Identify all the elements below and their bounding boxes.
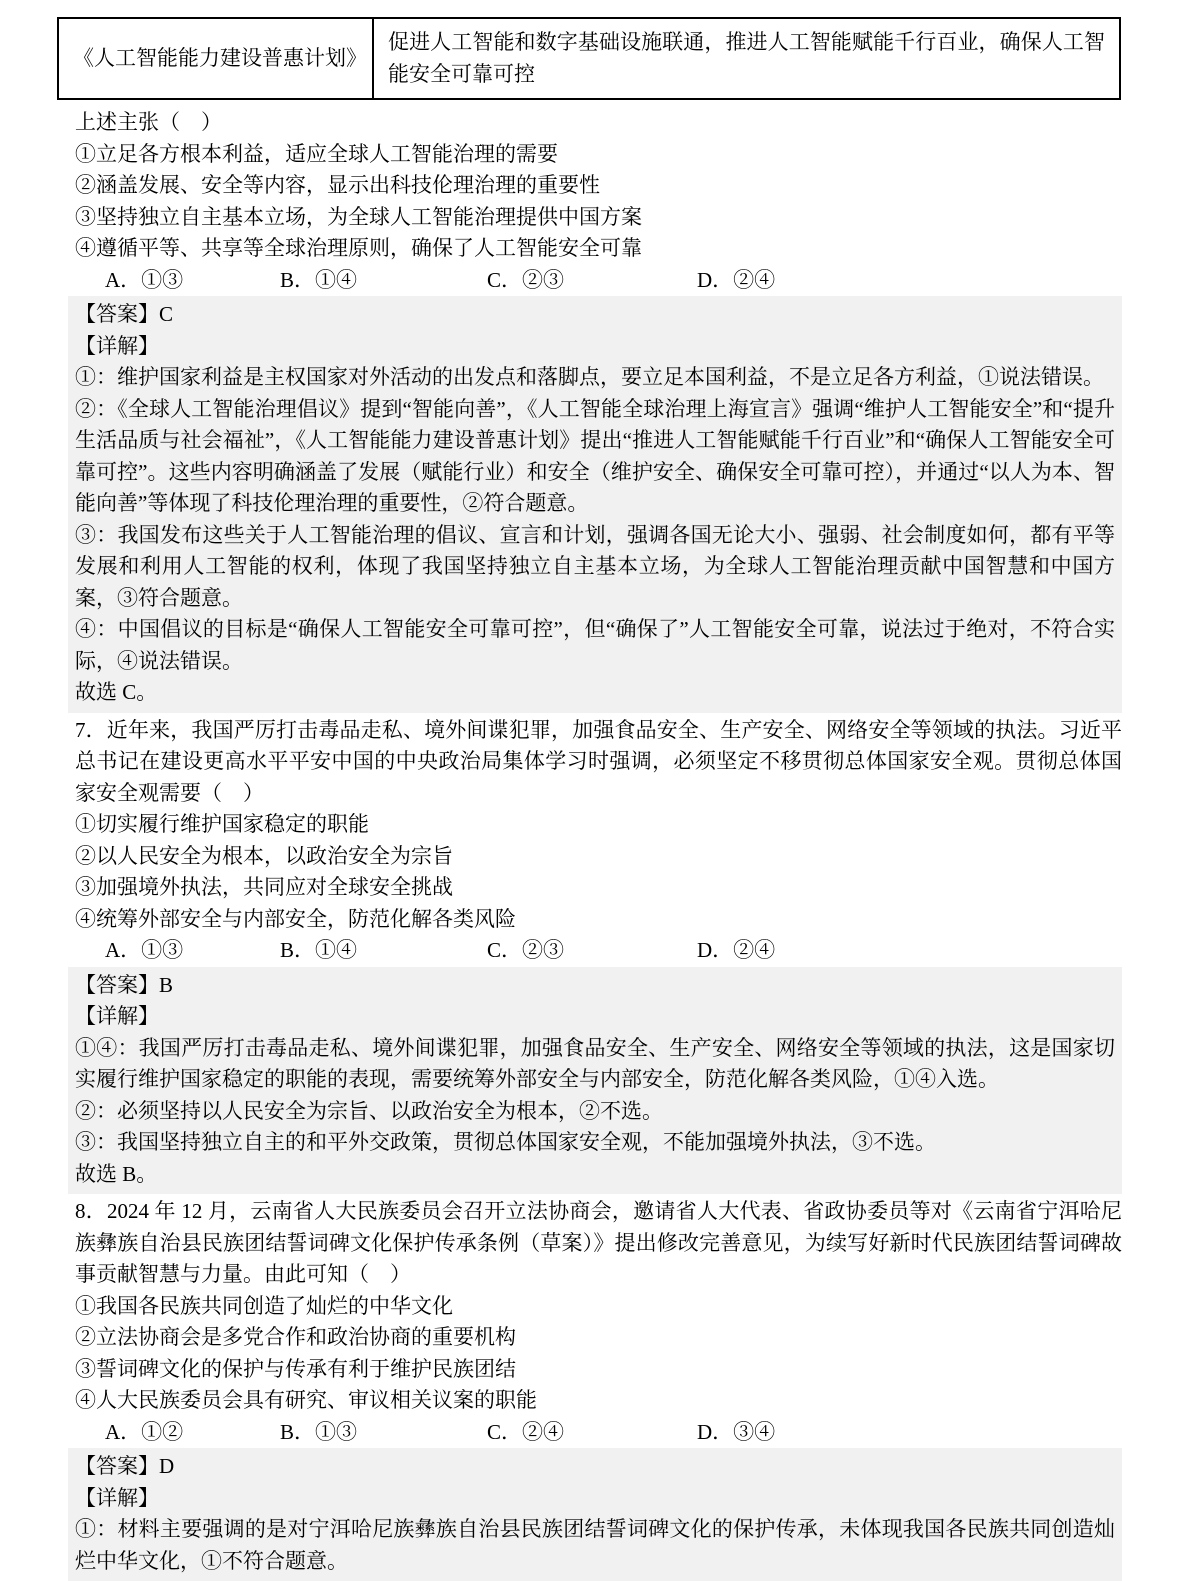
detail-label: 【详解】 [75, 1485, 159, 1510]
material-table-content-cell: 促进人工智能和数字基础设施联通，推进人工智能赋能千行百业，确保人工智能安全可靠可控 [388, 30, 1105, 86]
question-option: ③坚持独立自主基本立场，为全球人工智能治理提供中国方案 [75, 204, 642, 229]
answer-line [75, 299, 1115, 331]
answer-block-q7 [68, 967, 1122, 1195]
answer-block-q6 [68, 296, 1122, 713]
detail-paragraph: ②：《全球人工智能治理倡议》提到“智能向善”，《人工智能全球治理上海宣言》强调“维护人工智能安全”和“提升生活品质与社会福祉”，《人工智能能力建设普惠计划》提出“推进人工智能赋能千行百业”和“确保人工智能安全可靠可控”。这些内容明确涵盖了发展（赋能行业）和安全（维护安全、确保安全可靠可控），并通过“以人为本、智能向善”等体现了科技伦理治理的重要性，②符合题意。 [75, 396, 1115, 515]
question-7 [68, 715, 1122, 967]
question-option: ②涵盖发展、安全等内容，显示出科技伦理治理的重要性 [75, 173, 600, 197]
question-option: ④统筹外部安全与内部安全，防范化解各类风险 [75, 906, 516, 931]
answer-label: 【答案】 [75, 302, 159, 326]
conclusion-line: 故选 B。 [75, 1161, 158, 1186]
choice-a: A．①③ [105, 267, 184, 292]
answer-value: D [159, 1454, 175, 1478]
answer-label: 【答案】 [75, 972, 159, 997]
choice-d: D．③④ [697, 1419, 776, 1444]
detail-paragraph: ③：我国发布这些关于人工智能治理的倡议、宣言和计划，强调各国无论大小、强弱、社会制度如何，都有平等发展和利用人工智能的权利，体现了我国坚持独立自主基本立场，为全球人工智能治理贡献中国智慧和中国方案，③符合题意。 [75, 522, 1115, 610]
detail-paragraph: ①④：我国严厉打击毒品走私、境外间谍犯罪，加强食品安全、生产安全、网络安全等领域的执法，这是国家切实履行维护国家稳定的职能的表现，需要统筹外部安全与内部安全，防范化解各类风险，①④入选。 [75, 1035, 1115, 1091]
choice-d: D．②④ [697, 267, 776, 292]
question-option: ④遵循平等、共享等全球治理原则，确保了人工智能安全可靠 [75, 236, 642, 260]
choice-b: B．①④ [280, 267, 358, 292]
choice-b: B．①③ [280, 1419, 358, 1444]
answer-value: C [159, 302, 174, 326]
question-option: ②以人民安全为根本，以政治安全为宗旨 [75, 843, 453, 868]
question-option: ②立法协商会是多党合作和政治协商的重要机构 [75, 1325, 516, 1349]
question-option: ①切实履行维护国家稳定的职能 [75, 812, 369, 836]
question-option: ③誓词碑文化的保护与传承有利于维护民族团结 [75, 1356, 516, 1381]
question-option: ①我国各民族共同创造了灿烂的中华文化 [75, 1293, 453, 1318]
question-8 [68, 1196, 1122, 1448]
detail-paragraph: ④：中国倡议的目标是“确保人工智能安全可靠可控”，但“确保了”人工智能安全可靠，说法过于绝对，不符合实际，④说法错误。 [75, 617, 1115, 673]
detail-label: 【详解】 [75, 1004, 159, 1028]
answer-label: 【答案】 [75, 1454, 159, 1478]
answer-value: B [159, 972, 174, 997]
choice-b: B．①④ [280, 938, 358, 962]
detail-paragraph: ③：我国坚持独立自主的和平外交政策，贯彻总体国家安全观，不能加强境外执法，③不选。 [75, 1130, 936, 1154]
material-table [57, 17, 1121, 100]
detail-paragraph: ②：必须坚持以人民安全为宗旨、以政治安全为根本，②不选。 [75, 1098, 663, 1123]
question-6 [68, 107, 1122, 296]
question-stem: 8．2024 年 12 月，云南省人大民族委员会召开立法协商会，邀请省人大代表、省政协委员等对《云南省宁洱哈尼族彝族自治县民族团结誓词碑文化保护传承条例（草案）》提出修改完善意见，为续写好新时代民族团结誓词碑故事贡献智慧与力量。由此可知（ ） [75, 1199, 1122, 1286]
answer-line [75, 970, 1115, 1002]
question-option: ①立足各方根本利益，适应全球人工智能治理的需要 [75, 141, 558, 166]
detail-paragraph: ①：材料主要强调的是对宁洱哈尼族彝族自治县民族团结誓词碑文化的保护传承，未体现我国各民族共同创造灿烂中华文化，①不符合题意。 [75, 1517, 1115, 1573]
choices-row [68, 1417, 1122, 1449]
choice-a: A．①② [105, 1419, 184, 1444]
question-option: ④人大民族委员会具有研究、审议相关议案的职能 [75, 1388, 537, 1412]
choice-c: C．②④ [487, 1419, 565, 1444]
choice-c: C．②③ [487, 267, 565, 292]
question-stem: 上述主张（ ） [75, 110, 222, 134]
question-option: ③加强境外执法，共同应对全球安全挑战 [75, 875, 453, 899]
choices-row [68, 265, 1122, 297]
detail-label: 【详解】 [75, 333, 159, 358]
choices-row [68, 935, 1122, 967]
detail-paragraph: ①：维护国家利益是主权国家对外活动的出发点和落脚点，要立足本国利益，不是立足各方利益，①说法错误。 [75, 365, 1104, 389]
question-stem: 7．近年来，我国严厉打击毒品走私、境外间谍犯罪，加强食品安全、生产安全、网络安全等领域的执法。习近平总书记在建设更高水平平安中国的中央政治局集体学习时强调，必须坚定不移贯彻总体国家安全观。贯彻总体国家安全观需要（ ） [75, 717, 1122, 805]
choice-a: A．①③ [105, 938, 184, 962]
material-table-title-cell: 《人工智能能力建设普惠计划》 [59, 19, 374, 98]
choice-c: C．②③ [487, 938, 565, 962]
choice-d: D．②④ [697, 938, 776, 962]
conclusion-line: 故选 C。 [75, 680, 158, 704]
answer-block-q8 [68, 1448, 1122, 1581]
answer-line [75, 1451, 1115, 1483]
